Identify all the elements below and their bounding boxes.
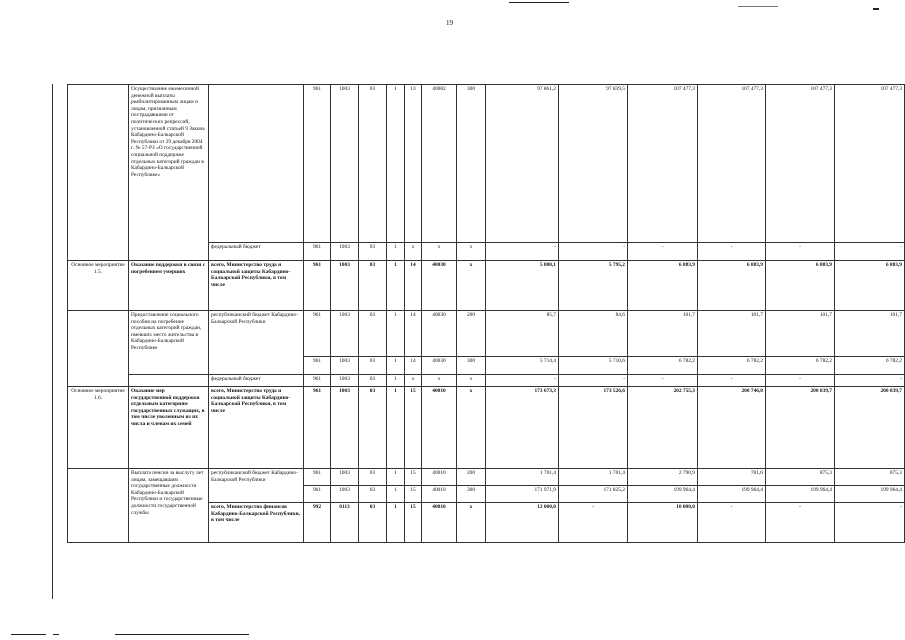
- row-source: республиканский бюджет Кабардино-Балкарской Республики: [209, 469, 304, 503]
- om-cell: 15: [405, 503, 422, 543]
- page-number: 19: [446, 19, 453, 27]
- pp-cell: 1: [387, 243, 405, 261]
- rzpr-cell: 1003: [331, 387, 359, 469]
- rzpr-cell: 1003: [331, 375, 359, 387]
- rzpr-cell: 1003: [331, 243, 359, 261]
- grbs-cell: 961: [304, 311, 331, 357]
- dir-cell: 40010: [422, 469, 457, 486]
- value-cell: 101,7: [766, 311, 835, 357]
- value-cell: 85,7: [486, 311, 559, 357]
- value-cell: -: [698, 503, 766, 543]
- value-cell: -: [628, 375, 698, 387]
- scan-artifact-corner: [873, 8, 879, 10]
- pp-cell: 1: [387, 357, 405, 375]
- value-cell: -: [766, 243, 835, 261]
- value-cell: 107 477,3: [698, 85, 766, 243]
- row-source: всего, Министерство финансов Кабардино-Балкарской Республики, в том числе: [209, 503, 304, 543]
- pp-cell: 1: [387, 469, 405, 486]
- value-cell: 107 477,3: [835, 85, 905, 243]
- footnote-rule-mid: [53, 634, 59, 635]
- value-cell: 200 839,7: [835, 387, 905, 469]
- value-cell: 1 701,4: [559, 469, 628, 486]
- grbs-cell: 961: [304, 261, 331, 311]
- value-cell: 199 964,4: [835, 486, 905, 503]
- value-cell: 10 000,0: [628, 503, 698, 543]
- grbs-cell: 961: [304, 375, 331, 387]
- value-cell: 199 964,4: [766, 486, 835, 503]
- row-name: Осуществление ежемесячной денежной выплаты реабилитированным лицам и лицам, признанным пострадавшими от политических репрессий, установленной статьей 9 Закона Кабардино-Балкарской Республики от 29 декабря 2004 г. № 57-РЗ «О государственной социальной поддержке отдельных категорий граждан в Кабардино-Балкарской Республике»: [129, 85, 209, 261]
- om-cell: 14: [405, 261, 422, 311]
- value-cell: 6 883,9: [628, 261, 698, 311]
- row-name: Оказание поддержки в связи с погребением умерших: [129, 261, 209, 311]
- vr-cell: 300: [457, 357, 486, 375]
- vr-cell: х: [457, 503, 486, 543]
- dir-cell: 40010: [422, 486, 457, 503]
- value-cell: -: [698, 375, 766, 387]
- value-cell: 781,6: [698, 469, 766, 486]
- om-cell: х: [405, 375, 422, 387]
- value-cell: -: [835, 503, 905, 543]
- table-row: [68, 375, 905, 387]
- value-cell: 97 839,5: [559, 85, 628, 243]
- pp-cell: 1: [387, 503, 405, 543]
- row-name: Предоставление социального пособия на погребение отдельных категорий граждан, имевших место жительства в Кабардино-Балкарской Республике: [129, 311, 209, 375]
- table-row: [68, 311, 905, 357]
- pp-cell: 1: [387, 486, 405, 503]
- value-cell: 875,3: [766, 469, 835, 486]
- value-cell: -: [559, 503, 628, 543]
- scan-artifact-top-left: [509, 2, 569, 3]
- grbs-cell: 961: [304, 243, 331, 261]
- rzpr-cell: 1003: [331, 311, 359, 357]
- value-cell: 199 964,4: [628, 486, 698, 503]
- rzpr-cell: 0113: [331, 503, 359, 543]
- grbs-cell: 992: [304, 503, 331, 543]
- vr-cell: 300: [457, 486, 486, 503]
- gp-cell: 03: [359, 311, 387, 357]
- table-row: [68, 85, 905, 243]
- value-cell: 202 755,3: [628, 387, 698, 469]
- value-cell: 6 782,2: [766, 357, 835, 375]
- dir-cell: 40010: [422, 503, 457, 543]
- value-cell: 6 782,2: [628, 357, 698, 375]
- om-cell: 13: [405, 85, 422, 243]
- grbs-cell: 961: [304, 85, 331, 243]
- vr-cell: 200: [457, 469, 486, 486]
- om-cell: х: [405, 243, 422, 261]
- pp-cell: 1: [387, 387, 405, 469]
- value-cell: 875,3: [835, 469, 905, 486]
- grbs-cell: 961: [304, 469, 331, 486]
- value-cell: 12 000,0: [486, 503, 559, 543]
- dir-cell: 40010: [422, 387, 457, 469]
- rzpr-cell: 1003: [331, 469, 359, 486]
- value-cell: 171 825,2: [559, 486, 628, 503]
- row-source: всего, Министерство труда и социальной защиты Кабардино-Балкарской Республики, в том числе: [209, 261, 304, 311]
- pp-cell: 1: [387, 261, 405, 311]
- row-source: республиканский бюджет Кабардино-Балкарской Республики: [209, 311, 304, 375]
- vr-cell: 300: [457, 85, 486, 243]
- gp-cell: 03: [359, 261, 387, 311]
- value-cell: -: [559, 243, 628, 261]
- dir-cell: х: [422, 375, 457, 387]
- value-cell: 101,7: [698, 311, 766, 357]
- om-cell: 15: [405, 469, 422, 486]
- gp-cell: 03: [359, 375, 387, 387]
- margin-rule-left: [52, 84, 53, 599]
- dir-cell: 40030: [422, 261, 457, 311]
- value-cell: 84,6: [559, 311, 628, 357]
- dir-cell: 40030: [422, 357, 457, 375]
- vr-cell: х: [457, 243, 486, 261]
- row-name: [129, 375, 209, 387]
- value-cell: 107 477,3: [628, 85, 698, 243]
- om-cell: 15: [405, 486, 422, 503]
- value-cell: 6 782,2: [698, 357, 766, 375]
- row-label: [68, 85, 129, 261]
- value-cell: -: [835, 375, 905, 387]
- row-source: федеральный бюджет: [209, 375, 304, 387]
- vr-cell: х: [457, 387, 486, 469]
- pp-cell: 1: [387, 375, 405, 387]
- grbs-cell: 961: [304, 486, 331, 503]
- om-cell: 15: [405, 387, 422, 469]
- value-cell: 173 673,3: [486, 387, 559, 469]
- value-cell: 101,7: [835, 311, 905, 357]
- row-label: [68, 311, 129, 387]
- row-name: Выплата пенсии за выслугу лет лицам, замещавшим государственные должности Кабардино-Балкарской Республики и государственные должности государственной службы: [129, 469, 209, 543]
- grbs-cell: 961: [304, 357, 331, 375]
- value-cell: 107 477,3: [766, 85, 835, 243]
- table-row: [68, 387, 905, 469]
- value-cell: 1 701,4: [486, 469, 559, 486]
- om-cell: 14: [405, 311, 422, 357]
- vr-cell: 200: [457, 311, 486, 357]
- value-cell: 5 800,1: [486, 261, 559, 311]
- dir-cell: 40082: [422, 85, 457, 243]
- value-cell: -: [766, 503, 835, 543]
- pp-cell: 1: [387, 85, 405, 243]
- value-cell: 173 526,6: [559, 387, 628, 469]
- gp-cell: 03: [359, 387, 387, 469]
- pp-cell: 1: [387, 311, 405, 357]
- value-cell: 6 883,9: [835, 261, 905, 311]
- value-cell: -: [486, 243, 559, 261]
- grbs-cell: 961: [304, 387, 331, 469]
- value-cell: -: [486, 375, 559, 387]
- value-cell: -: [835, 243, 905, 261]
- gp-cell: 03: [359, 357, 387, 375]
- value-cell: 2 790,9: [628, 469, 698, 486]
- value-cell: 5 710,6: [559, 357, 628, 375]
- value-cell: 6 883,9: [698, 261, 766, 311]
- value-cell: -: [766, 375, 835, 387]
- footnote-rule-left: [11, 634, 46, 635]
- gp-cell: 03: [359, 486, 387, 503]
- value-cell: 101,7: [628, 311, 698, 357]
- gp-cell: 03: [359, 503, 387, 543]
- row-label: [68, 469, 129, 543]
- value-cell: 200 839,7: [766, 387, 835, 469]
- row-name: Оказание мер государственной поддержки отдельным категориям государственных служащих, в том числе уволенным из их числа и членам их семей: [129, 387, 209, 469]
- gp-cell: 03: [359, 85, 387, 243]
- value-cell: 6 782,2: [835, 357, 905, 375]
- footnote-rule-long: [115, 634, 249, 635]
- table-row: [68, 469, 905, 486]
- rzpr-cell: 1003: [331, 85, 359, 243]
- rzpr-cell: 1003: [331, 261, 359, 311]
- vr-cell: х: [457, 261, 486, 311]
- gp-cell: 03: [359, 469, 387, 486]
- row-source: федеральный бюджет: [209, 243, 304, 261]
- value-cell: 171 971,9: [486, 486, 559, 503]
- row-label: Основное мероприятие 1.6.: [68, 387, 129, 469]
- value-cell: 200 746,0: [698, 387, 766, 469]
- value-cell: 6 883,9: [766, 261, 835, 311]
- om-cell: 14: [405, 357, 422, 375]
- value-cell: -: [628, 243, 698, 261]
- row-label: Основное мероприятие 1.5.: [68, 261, 129, 311]
- scan-artifact-top-right: [738, 6, 778, 7]
- value-cell: -: [559, 375, 628, 387]
- gp-cell: 03: [359, 243, 387, 261]
- table-row: [68, 261, 905, 311]
- budget-table: [67, 84, 905, 543]
- value-cell: 199 964,4: [698, 486, 766, 503]
- rzpr-cell: 1003: [331, 357, 359, 375]
- vr-cell: х: [457, 375, 486, 387]
- value-cell: 97 861,2: [486, 85, 559, 243]
- row-source: [209, 85, 304, 243]
- dir-cell: 40030: [422, 311, 457, 357]
- rzpr-cell: 1003: [331, 486, 359, 503]
- value-cell: 5 795,2: [559, 261, 628, 311]
- value-cell: -: [698, 243, 766, 261]
- value-cell: 5 714,4: [486, 357, 559, 375]
- dir-cell: х: [422, 243, 457, 261]
- row-source: всего, Министерство труда и социальной защиты Кабардино-Балкарской Республики, в том числе: [209, 387, 304, 469]
